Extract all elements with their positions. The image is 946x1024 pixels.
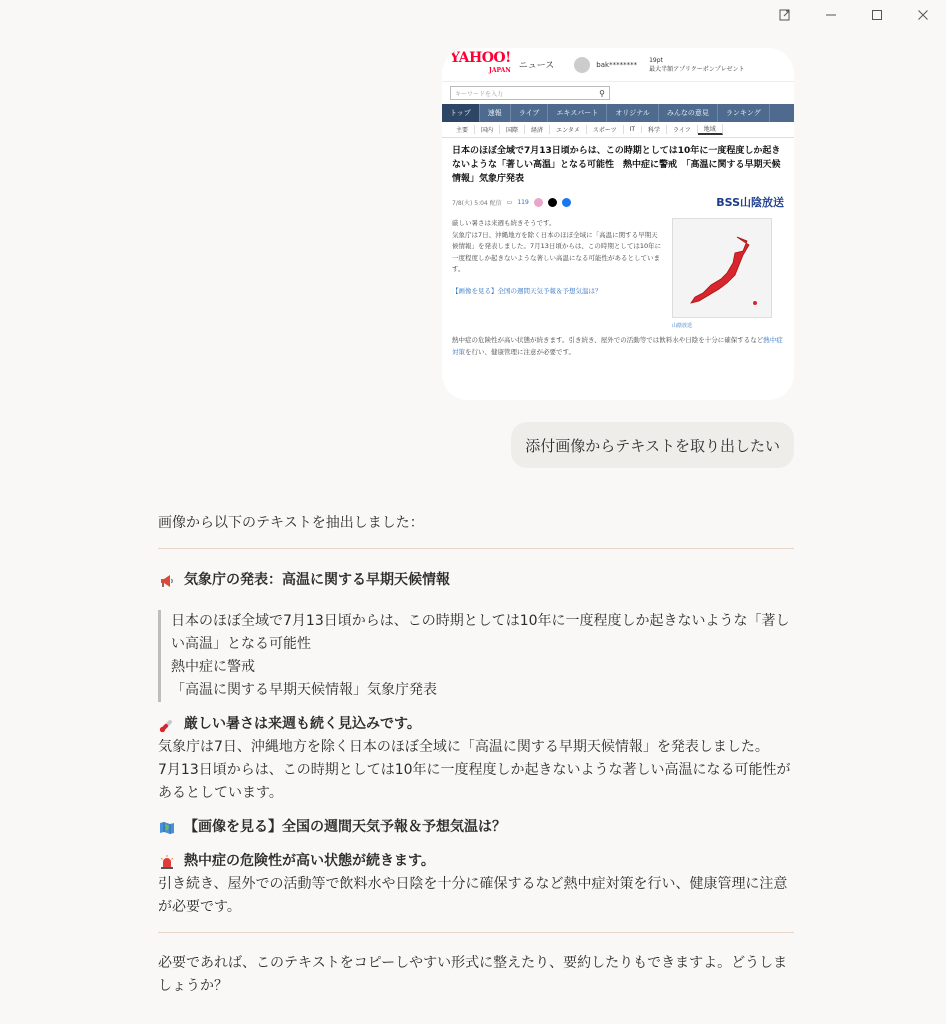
yahoo-subtab: 科学 bbox=[642, 125, 667, 134]
yahoo-header bbox=[442, 48, 794, 82]
user-message: 添付画像からテキストを取り出したい bbox=[511, 422, 794, 468]
section-heading: 厳しい暑さは来週も続く見込みです。 bbox=[158, 713, 794, 736]
facebook-icon bbox=[562, 198, 571, 207]
window-controls bbox=[762, 6, 946, 24]
yahoo-sub-tabs bbox=[442, 122, 794, 138]
section-heading: 熱中症の危険性が高い状態が続きます。 bbox=[158, 850, 794, 873]
search-icon: ⚲ bbox=[599, 88, 605, 98]
yahoo-subtab: 地域 bbox=[698, 124, 723, 135]
maximize-icon[interactable] bbox=[854, 6, 900, 24]
yahoo-tab: ライブ bbox=[511, 104, 549, 122]
section-text: 7月13日頃からは、この時期としては10年に一度程度しか起きないような著しい高温になる可能性があるとしています。 bbox=[158, 762, 791, 801]
source-logo: BSS山陰放送 bbox=[716, 196, 784, 209]
article-link: 【画像を見る】全国の週間天気予報＆予想気温は？ bbox=[452, 286, 602, 295]
yahoo-tab: オリジナル bbox=[607, 104, 659, 122]
user-name: bak******** bbox=[596, 60, 638, 69]
map-caption: 山陰放送 bbox=[672, 323, 693, 329]
comment-icon: ▭ bbox=[506, 198, 513, 206]
close-icon[interactable] bbox=[900, 6, 946, 24]
quote-block bbox=[158, 610, 794, 702]
response-intro: 画像から以下のテキストを抽出しました： bbox=[158, 515, 424, 531]
article bbox=[442, 138, 794, 329]
yahoo-subtab: 主要 bbox=[450, 125, 475, 134]
yahoo-subtab: エンタメ bbox=[550, 125, 587, 134]
yahoo-search-box: キーワードを入力 ⚲ bbox=[450, 86, 610, 100]
section-text: 気象庁は7日、沖縄地方を除く日本のほぼ全域に「高温に関する早期天候情報」を発表しました。 bbox=[158, 739, 769, 755]
reaction-icon bbox=[534, 198, 543, 207]
divider bbox=[158, 932, 794, 933]
yahoo-subtab: 国内 bbox=[475, 125, 500, 134]
response-closing: 必要であれば、このテキストをコピーしやすい形式に整えたり、要約したりもできますよ。どうしましょうか？ bbox=[158, 955, 788, 994]
yahoo-logo: YAHOO! JAPAN bbox=[450, 50, 511, 74]
article-meta bbox=[452, 194, 784, 210]
article-body bbox=[452, 218, 784, 329]
yahoo-tab: トップ bbox=[442, 104, 480, 122]
article-text: 厳しい暑さは来週も続きそうです。 気象庁は7日、沖縄地方を除く日本のほぼ全域に「高温に関する早期天候情報」を発表しました。7月13日頃からは、この時期としては10年に一度程度しか起きないような著しい高温になる可能性があるとしています。 【画像を見る】全国の週間天気予報＆予想気温は？ bbox=[452, 218, 664, 329]
yahoo-tab: みんなの意見 bbox=[659, 104, 718, 122]
yahoo-subtab: 経済 bbox=[525, 125, 550, 134]
yahoo-subtab: ライフ bbox=[667, 125, 698, 134]
section-text: 引き続き、屋外での活動等で飲料水や日陰を十分に確保するなど熱中症対策を行い、健康管理に注意が必要です。 bbox=[158, 876, 788, 915]
yahoo-tab: ランキング bbox=[718, 104, 770, 122]
pin-icon[interactable] bbox=[762, 6, 808, 24]
yahoo-subtab: IT bbox=[624, 126, 642, 133]
quote-line: 日本のほぼ全域で7月13日頃からは、この時期としては10年に一度程度しか起きないような「著しい高温」となる可能性 bbox=[171, 613, 790, 652]
section-heading: 【画像を見る】全国の週間天気予報＆予想気温は？ bbox=[158, 816, 794, 839]
quote-line: 熱中症に警戒 bbox=[171, 659, 255, 675]
map-icon bbox=[158, 819, 176, 837]
points-info: 19pt 最大半額アプリクーポンプレゼント bbox=[649, 56, 745, 73]
assistant-response bbox=[158, 512, 794, 998]
article-title: 日本のほぼ全域で7月13日頃からは、この時期としては10年に一度程度しか起きないような「著しい高温」となる可能性 熱中症に警戒 「高温に関する早期天候情報」気象庁発表 bbox=[452, 146, 781, 184]
comment-count: 119 bbox=[517, 198, 529, 206]
avatar bbox=[574, 57, 590, 73]
quote-line: 「高温に関する早期天候情報」気象庁発表 bbox=[171, 682, 437, 698]
yahoo-main-tabs bbox=[442, 104, 794, 122]
map-image bbox=[672, 218, 772, 318]
thermometer-icon bbox=[158, 716, 176, 734]
siren-icon bbox=[158, 853, 176, 871]
yahoo-subtab: 国際 bbox=[500, 125, 525, 134]
yahoo-tab: 速報 bbox=[480, 104, 511, 122]
section-label: ニュース bbox=[518, 61, 555, 71]
attached-image[interactable] bbox=[442, 48, 794, 400]
x-icon bbox=[548, 198, 557, 207]
article-date: 7/8(火) 5:04 配信 bbox=[452, 199, 502, 207]
yahoo-tab: エキスパート bbox=[548, 104, 607, 122]
article-footer: 熱中症の危険性が高い状態が続きます。引き続き、屋外での活動等では飲料水や日陰を十分に確保するなど熱中症対策を行い、健康管理に注意が必要です。 bbox=[452, 336, 783, 356]
minimize-icon[interactable] bbox=[808, 6, 854, 24]
yahoo-subtab: スポーツ bbox=[587, 125, 624, 134]
section-heading: 気象庁の発表：高温に関する早期天候情報 bbox=[158, 569, 794, 592]
divider bbox=[158, 548, 794, 549]
megaphone-icon bbox=[158, 572, 176, 590]
